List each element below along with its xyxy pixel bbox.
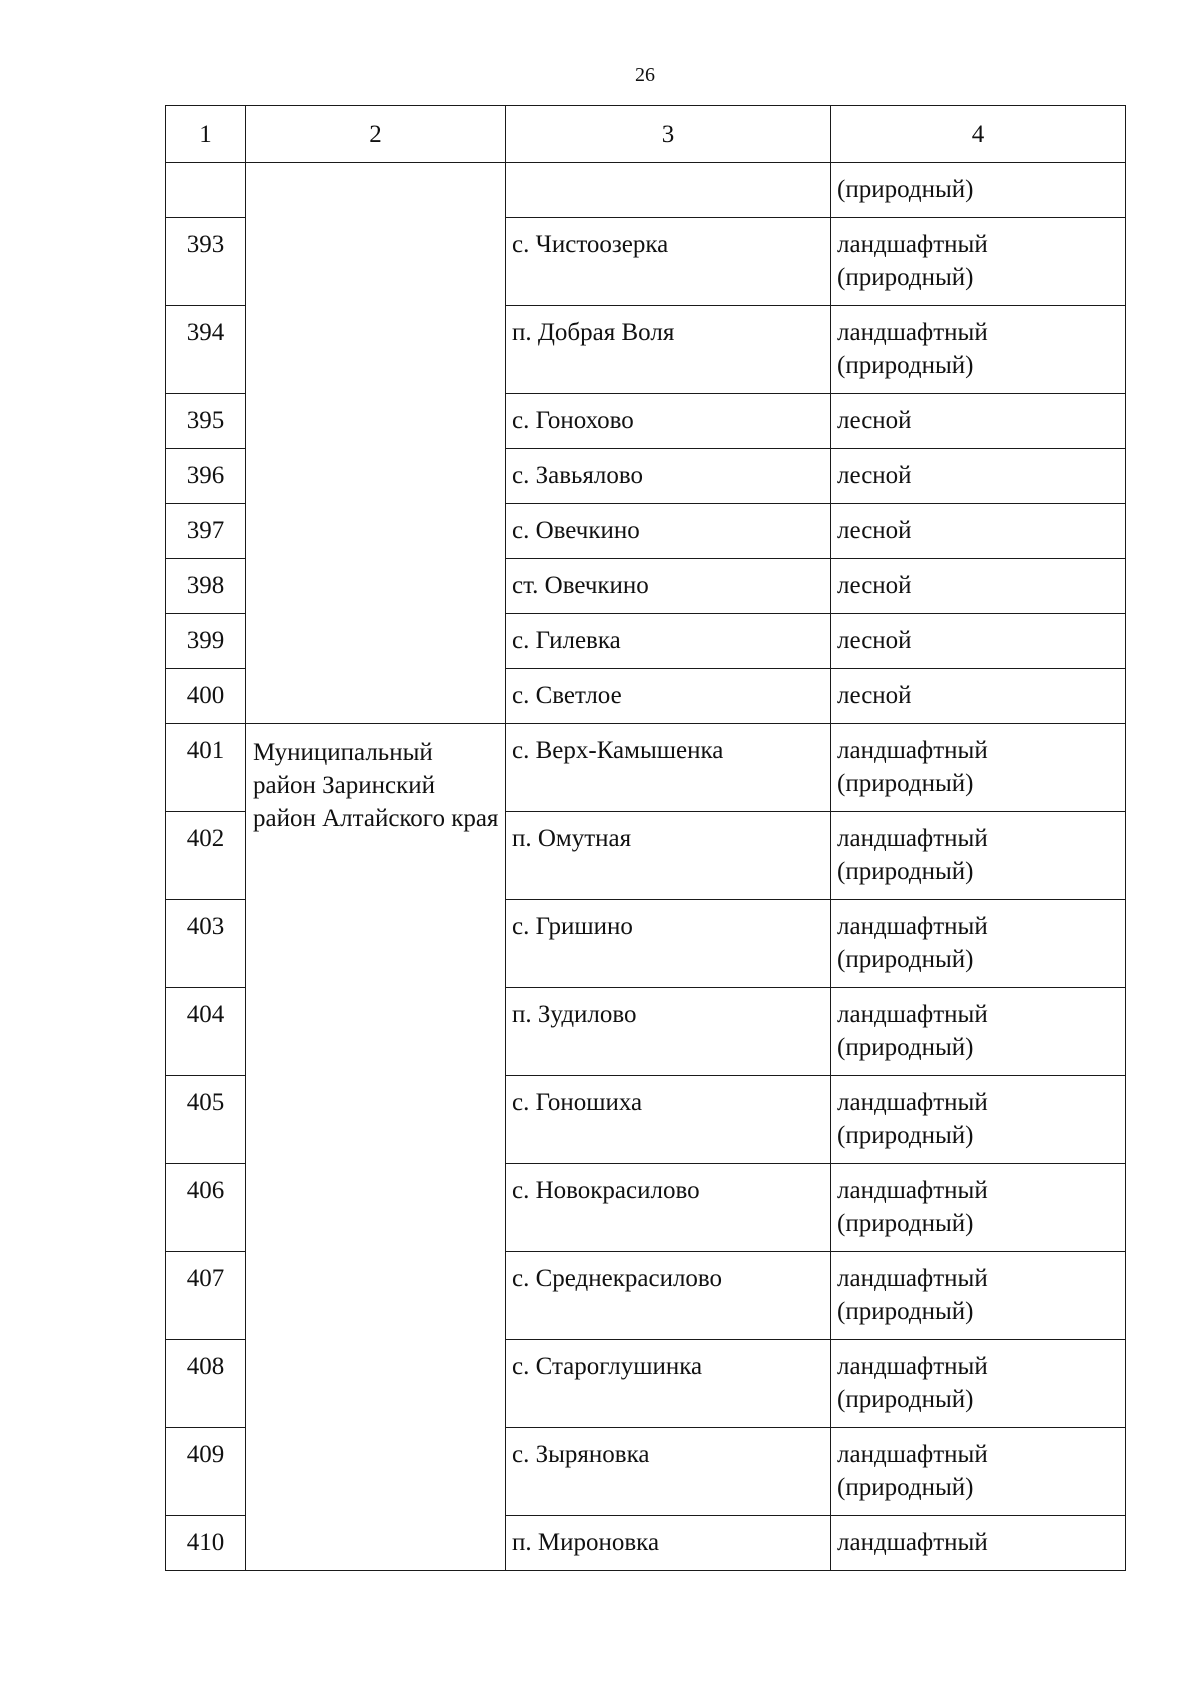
row-number: 395 [166, 394, 246, 449]
district-cell: Муниципальный район Заринский район Алтайского края [246, 724, 506, 1571]
zone-type: ландшафтный (природный) [831, 1428, 1126, 1516]
zone-type: ландшафтный (природный) [831, 218, 1126, 306]
settlement-name: с. Овечкино [506, 504, 831, 559]
page-number: 26 [635, 64, 655, 86]
settlement-name: с. Гонохово [506, 394, 831, 449]
settlement-name: с. Гришино [506, 900, 831, 988]
settlement-name: с. Светлое [506, 669, 831, 724]
zone-type: ландшафтный (природный) [831, 306, 1126, 394]
zone-type: ландшафтный (природный) [831, 988, 1126, 1076]
row-number: 404 [166, 988, 246, 1076]
zone-type: лесной [831, 394, 1126, 449]
row-number: 394 [166, 306, 246, 394]
settlement-name [506, 163, 831, 218]
row-number: 402 [166, 812, 246, 900]
header-cell-3: 3 [506, 106, 831, 163]
row-number: 399 [166, 614, 246, 669]
zone-type: ландшафтный (природный) [831, 900, 1126, 988]
row-number: 410 [166, 1516, 246, 1571]
settlement-name: с. Среднекрасилово [506, 1252, 831, 1340]
header-cell-4: 4 [831, 106, 1126, 163]
row-number: 405 [166, 1076, 246, 1164]
settlement-name: с. Завьялово [506, 449, 831, 504]
header-cell-1: 1 [166, 106, 246, 163]
row-number: 401 [166, 724, 246, 812]
settlement-name: с. Гоношиха [506, 1076, 831, 1164]
row-number: 393 [166, 218, 246, 306]
zone-type: ландшафтный (природный) [831, 724, 1126, 812]
zone-type: ландшафтный (природный) [831, 1164, 1126, 1252]
row-number: 398 [166, 559, 246, 614]
settlement-name: п. Омутная [506, 812, 831, 900]
zone-type: лесной [831, 669, 1126, 724]
zone-type: ландшафтный (природный) [831, 812, 1126, 900]
zone-type: лесной [831, 449, 1126, 504]
row-number: 397 [166, 504, 246, 559]
row-number: 408 [166, 1340, 246, 1428]
settlement-name: с. Гилевка [506, 614, 831, 669]
settlement-name: п. Добрая Воля [506, 306, 831, 394]
table-header-row [166, 106, 1126, 163]
settlement-name: с. Зыряновка [506, 1428, 831, 1516]
row-number: 403 [166, 900, 246, 988]
table-row [166, 724, 1126, 812]
settlement-name: п. Зудилово [506, 988, 831, 1076]
row-number: 406 [166, 1164, 246, 1252]
row-number: 396 [166, 449, 246, 504]
settlement-name: ст. Овечкино [506, 559, 831, 614]
zone-type: ландшафтный (природный) [831, 1076, 1126, 1164]
table-row [166, 163, 1126, 218]
zone-type: ландшафтный (природный) [831, 1252, 1126, 1340]
zone-type: лесной [831, 504, 1126, 559]
zone-type: лесной [831, 559, 1126, 614]
settlement-name: с. Новокрасилово [506, 1164, 831, 1252]
row-number: 407 [166, 1252, 246, 1340]
zone-type: ландшафтный (природный) [831, 1340, 1126, 1428]
row-number [166, 163, 246, 218]
settlement-name: с. Верх-Камышенка [506, 724, 831, 812]
zone-type: (природный) [831, 163, 1126, 218]
zone-type: лесной [831, 614, 1126, 669]
district-cell [246, 163, 506, 724]
settlement-name: п. Мироновка [506, 1516, 831, 1571]
settlements-table [165, 105, 1126, 1571]
settlement-name: с. Чистоозерка [506, 218, 831, 306]
header-cell-2: 2 [246, 106, 506, 163]
row-number: 409 [166, 1428, 246, 1516]
zone-type: ландшафтный [831, 1516, 1126, 1571]
settlement-name: с. Староглушинка [506, 1340, 831, 1428]
row-number: 400 [166, 669, 246, 724]
